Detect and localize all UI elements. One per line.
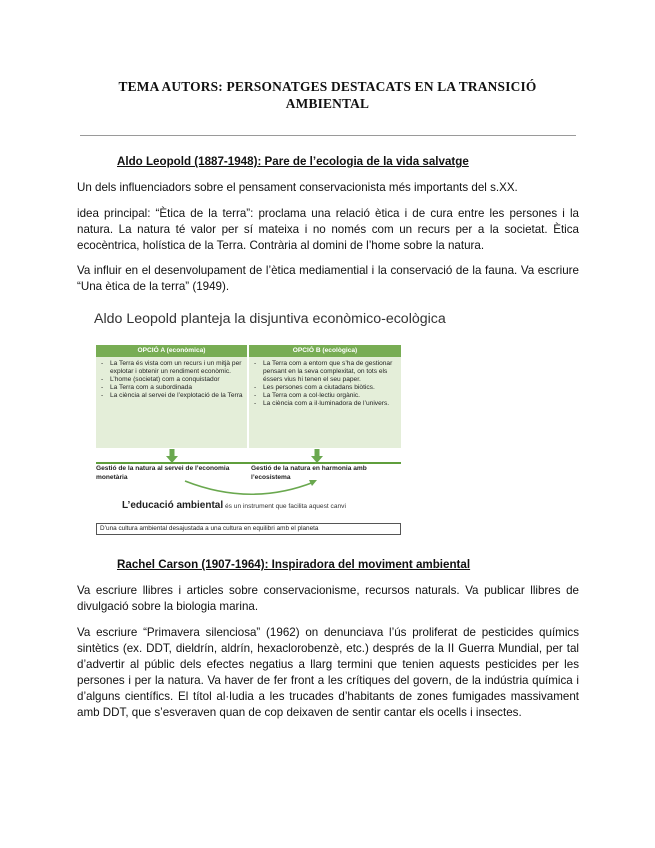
option-a-header: OPCIÓ A (econòmica) bbox=[96, 345, 247, 357]
leopold-paragraph-3: Va influir en el desenvolupament de l’ètica mediamential i la conservació de la fauna. Va escriure “Una ètica de la terra” (1949). bbox=[77, 264, 579, 293]
option-b-item: - La ciència com a il·luminadora de l’univers. bbox=[263, 400, 399, 408]
option-a-item: - La ciència al servei de l’explotació de la Terra bbox=[110, 392, 245, 400]
document-title bbox=[100, 78, 555, 112]
arrow-down-icon bbox=[166, 449, 178, 463]
disjunctive-figure bbox=[96, 345, 401, 541]
carson-heading: Rachel Carson (1907-1964): Inspiradora del moviment ambiental bbox=[117, 558, 471, 571]
option-b-header: OPCIÓ B (ecològica) bbox=[249, 345, 401, 357]
leopold-paragraph-1: Un dels influenciadors sobre el pensament conservacionista més importants del s.XX. bbox=[77, 181, 518, 194]
carson-paragraph-1: Va escriure llibres i articles sobre conservacionisme, recursos naturals. Va publicar llibres de divulgació sobre la biologia marina. bbox=[77, 584, 579, 613]
curved-arrow-icon bbox=[181, 479, 321, 501]
result-divider bbox=[96, 462, 401, 464]
option-a-list bbox=[96, 357, 247, 400]
option-b-item: - La Terra com a col·lectiu orgànic. bbox=[263, 392, 399, 400]
option-a-item: - L’home (societat) com a conquistador bbox=[110, 376, 245, 384]
arrow-down-icon bbox=[311, 449, 323, 463]
figure-title: Aldo Leopold planteja la disjuntiva econòmico-ecològica bbox=[94, 311, 446, 327]
document-title-line-1: TEMA AUTORS: PERSONATGES DESTACATS EN LA TRANSICIÓ bbox=[118, 79, 537, 94]
leopold-heading: Aldo Leopold (1887-1948): Pare de l’ecologia de la vida salvatge bbox=[117, 155, 469, 168]
education-bold: L’educació ambiental bbox=[122, 500, 224, 511]
option-b-body bbox=[249, 357, 401, 448]
option-a-result: Gestió de la natura al servei de l’economia monetària bbox=[96, 465, 230, 481]
option-b-list bbox=[249, 357, 401, 409]
education-statement bbox=[122, 502, 346, 511]
leopold-paragraph-2: idea principal: “Ètica de la terra”: proclama una relació ètica i de cura entre les persones i la natura. La natura té valor per sí mateixa i no només com un recurs per a la societat. Ètica ecocèntrica, holística de la Terra. Contrària al domini de l’home sobre la natura. bbox=[77, 207, 579, 252]
option-b-item: - Les persones com a ciutadans biòtics. bbox=[263, 384, 399, 392]
document-title-line-2: AMBIENTAL bbox=[285, 96, 370, 111]
culture-box: D’una cultura ambiental desajustada a una cultura en equilibri amb el planeta bbox=[96, 523, 401, 535]
option-b-item: - La Terra com a entorn que s’ha de gestionar pensant en la seva complexitat, on tots els éssers vius hi tenen el seu paper. bbox=[263, 360, 399, 384]
carson-paragraph-2: Va escriure “Primavera silenciosa” (1962) on denunciava l’ús proliferat de pesticides químics sintètics (ex. DDT, dieldrín, aldrín, hexaclorobenzè, etc.) després de la II Guerra Mundial, per tal d’advertir al públic dels efectes negatius a llarg termini que tenien aquests pesticides per les persones i per la natura. Va haver de fer front a les crítiques del govern, de la indústria química i d’alguns científics. El títol al·ludia a les trucades d’habitants de zones fumigades massivament amb DDT, que s’esveraven quan de cop deixaven de sentir cantar els ocells i insectes. bbox=[77, 626, 579, 719]
option-a-item: - La Terra és vista com un recurs i un mitjà per explotar i obtenir un rendiment econòmic. bbox=[110, 360, 245, 376]
option-b-result: Gestió de la natura en harmonia amb l’ecosistema bbox=[251, 465, 367, 481]
option-a-body bbox=[96, 357, 247, 448]
education-rest: és un instrument que facilita aquest canvi bbox=[223, 503, 346, 510]
title-divider bbox=[80, 135, 576, 136]
option-a-item: - La Terra com a subordinada bbox=[110, 384, 245, 392]
